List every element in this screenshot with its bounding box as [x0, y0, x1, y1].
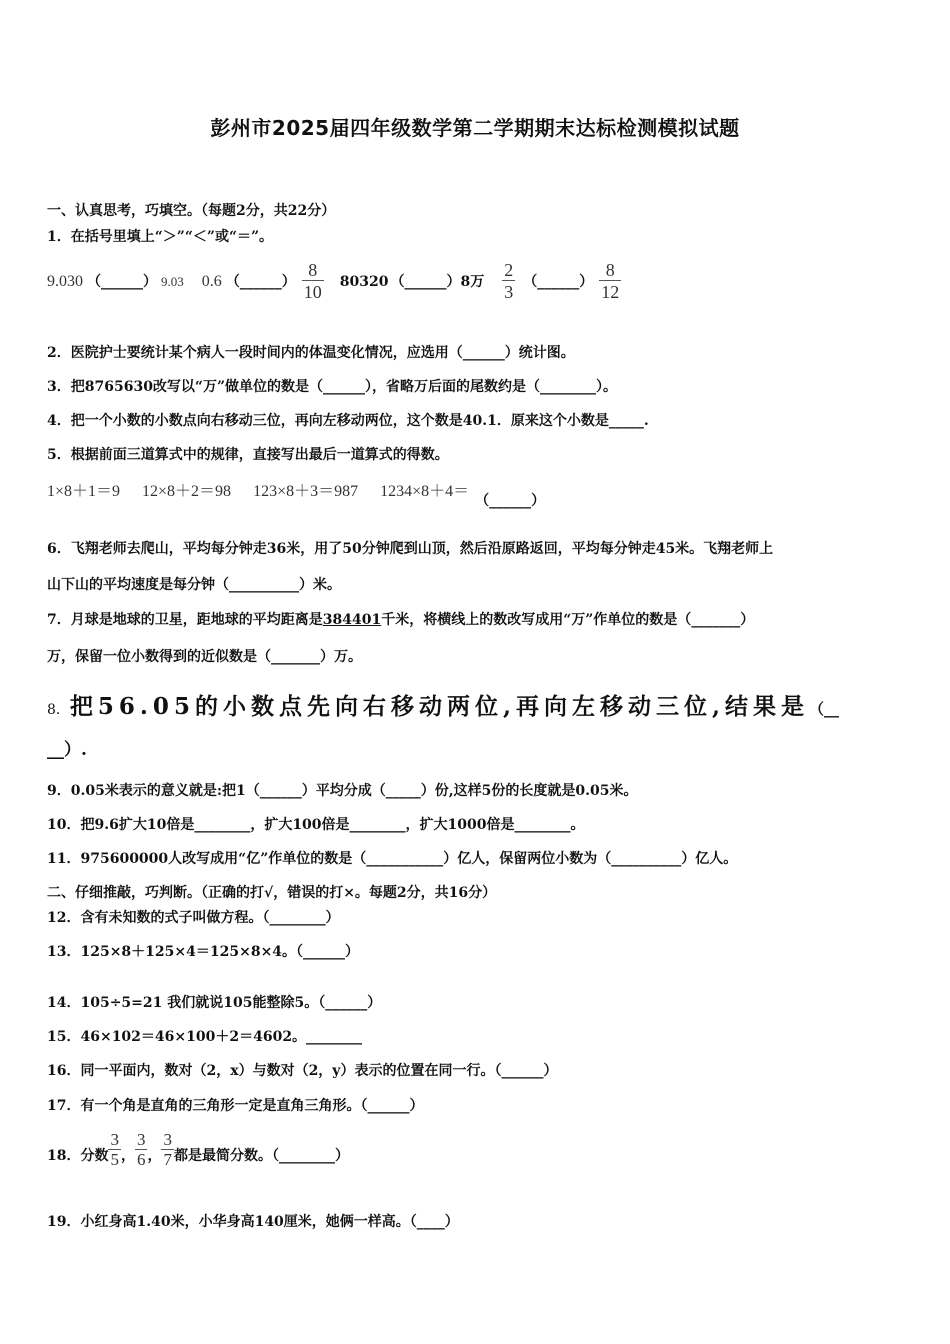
page-title: 彭州市2025届四年级数学第二学期期末达标检测模拟试题 [210, 116, 740, 140]
q18-fraction-3-7: $\frac{3}{7}$ [163, 1130, 172, 1169]
q1-fraction-8-10: $\frac{8}{10}$ [303, 260, 322, 302]
question-4: 4．把一个小数的小数点向右移动三位，再向左移动两位，这个数是40.1．原来这个小数是_____. [47, 413, 649, 429]
question-3: 3．把8765630改写以“万”做单位的数是（______），省略万后面的尾数约是（________）。 [47, 379, 618, 395]
question-18 [47, 1130, 349, 1169]
q1-fraction-8-12: $\frac{8}{12}$ [601, 260, 620, 302]
question-5-stem: 5．根据前面三道算式中的规律，直接写出最后一道算式的得数。 [47, 447, 449, 463]
q8-number: 8． [47, 702, 70, 718]
question-8-line-2 [47, 740, 87, 759]
question-14: 14．105÷5=21 我们就说105能整除5。（______） [47, 995, 382, 1011]
q7-underlined-number: 384401 [322, 612, 382, 628]
q5-expression-2: 12×8＋2＝98 [142, 483, 232, 500]
q1-blank-3[interactable]: （______） [390, 273, 461, 290]
question-12: 12．含有未知数的式子叫做方程。（________） [47, 910, 340, 926]
q18-fraction-3-6: $\frac{3}{6}$ [136, 1130, 146, 1169]
question-13: 13．125×8＋125×4＝125×8×4。（______） [47, 944, 360, 960]
question-8-line-1 [47, 688, 839, 721]
q1-value-a2: 0.6 [201, 272, 222, 290]
question-11: 11．975600000人改写成用“亿”作单位的数是（___________）亿人，保留两位小数为（__________）亿人。 [47, 851, 738, 867]
q7-suffix: 千米，将横线上的数改写成用“万”作单位的数是（_______） [381, 612, 755, 628]
question-6-line-2: 山下山的平均速度是每分钟（__________）米。 [47, 577, 341, 593]
question-15: 15．46×102＝46×100＋2＝4602。________ [47, 1029, 363, 1045]
question-7-line-2: 万，保留一位小数得到的近似数是（_______）万。 [47, 649, 362, 665]
question-16: 16．同一平面内，数对（2，x）与数对（2，y）表示的位置在同一行。（______） [47, 1063, 558, 1079]
q1-blank-2[interactable]: （______） [225, 273, 296, 290]
q8-blank-end[interactable]: __）. [47, 740, 87, 760]
q18-fraction-3-5: $\frac{3}{5}$ [110, 1130, 119, 1169]
question-6-line-1: 6．飞翔老师去爬山，平均每分钟走36米，用了50分钟爬到山顶，然后沿原路返回，平均每分钟走45米。飞翔老师上 [47, 541, 774, 557]
q5-expression-4: 1234×8＋4＝ [380, 483, 470, 500]
question-9: 9．0.05米表示的意义就是:把1（______）平均分成（_____）份,这样5份的长度就是0.05米。 [47, 783, 638, 799]
q1-fraction-2-3: $\frac{2}{3}$ [504, 260, 514, 302]
q18-separator-2: ， [147, 1148, 162, 1164]
q7-prefix: 7．月球是地球的卫星，距地球的平均距离是 [47, 612, 323, 628]
question-19: 19．小红身高1.40米，小华身高140厘米，她俩一样高。（____） [47, 1214, 459, 1230]
question-10: 10．把9.6扩大10倍是________，扩大100倍是________，扩大1000倍是________。 [47, 817, 585, 833]
question-2: 2．医院护士要统计某个病人一段时间内的体温变化情况，应选用（______）统计图。 [47, 345, 575, 361]
question-17: 17．有一个角是直角的三角形一定是直角三角形。（______） [47, 1098, 424, 1114]
q1-blank-4[interactable]: （______） [523, 273, 594, 290]
q5-answer-blank[interactable]: （______） [475, 493, 546, 509]
q8-text: 把56.05的小数点先向右移动两位,再向左移动三位,结果是 [69, 693, 809, 720]
section-heading-fill-blank: 一、认真思考，巧填空。（每题2分，共22分） [47, 203, 336, 219]
q18-separator-1: ， [120, 1148, 135, 1164]
q18-suffix: 都是最简分数。（________） [173, 1148, 349, 1164]
q8-blank-start[interactable]: （__ [808, 700, 839, 718]
q1-value-b3: 8万 [460, 273, 485, 290]
q1-value-b1: 9.03 [161, 273, 184, 289]
question-5-expressions [47, 478, 545, 510]
q1-blank-1[interactable]: （______） [87, 273, 157, 290]
q5-expression-1: 1×8＋1＝9 [47, 483, 121, 500]
q18-prefix: 18．分数 [47, 1148, 109, 1164]
q1-value-a3: 80320 [339, 273, 389, 290]
q1-value-a1: 9.030 [47, 272, 83, 290]
question-1-stem: 1．在括号里填上“＞”“＜”或“＝”。 [47, 229, 274, 245]
question-1-comparisons [47, 260, 621, 303]
section-heading-true-false: 二、仔细推敲，巧判断。（正确的打√，错误的打×。每题2分，共16分） [47, 885, 497, 901]
question-7-line-1 [47, 611, 754, 629]
q5-expression-3: 123×8＋3＝987 [253, 483, 359, 500]
